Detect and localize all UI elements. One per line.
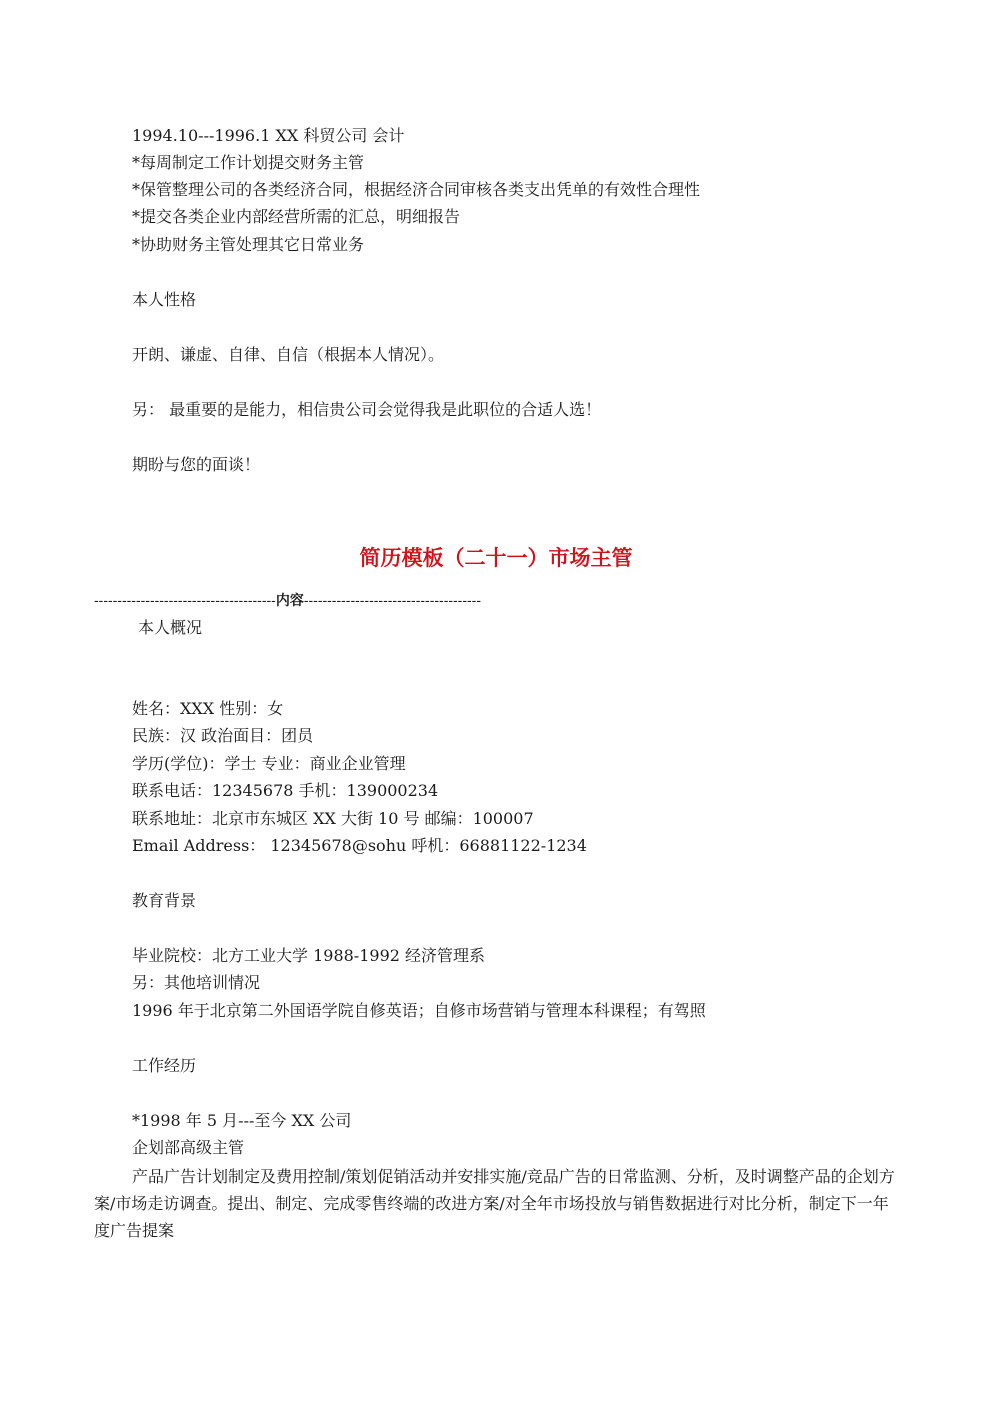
duty-item: *保管整理公司的各类经济合同，根据经济合同审核各类支出凭单的有效性合理性 <box>132 180 701 199</box>
info-line: 姓名：XXX 性别：女 <box>132 699 284 718</box>
education-line: 毕业院校：北方工业大学 1988-1992 经济管理系 <box>132 946 486 965</box>
duty-item: *提交各类企业内部经营所需的汇总，明细报告 <box>132 207 461 226</box>
info-line: 联系地址：北京市东城区 XX 大街 10 号 邮编：100007 <box>132 809 534 828</box>
personality-text: 开朗、谦虚、自律、自信（根据本人情况）。 <box>132 345 445 364</box>
info-line: 学历(学位)：学士 专业：商业企业管理 <box>132 754 406 773</box>
education-line: 另：其他培训情况 <box>132 973 261 992</box>
divider-label: 内容 <box>275 592 304 608</box>
info-line: 联系电话：12345678 手机：139000234 <box>132 781 439 800</box>
work-position: 企划部高级主管 <box>132 1138 245 1157</box>
work-period: *1998 年 5 月---至今 XX 公司 <box>132 1111 352 1130</box>
education-heading: 教育背景 <box>132 891 197 910</box>
work-description: 产品广告计划制定及费用控制/策划促销活动并安排实施/竞品广告的日常监测、分析，及时调整产品的企划方案/市场走访调查。提出、制定、完成零售终端的改进方案/对全年市场投放与销售数据进行对比分析，制定下一年度广告提案 <box>94 1167 895 1240</box>
education-line: 1996 年于北京第二外国语学院自修英语；自修市场营销与管理本科课程；有驾照 <box>132 1001 706 1020</box>
overview-heading: 本人概况 <box>138 618 203 637</box>
duty-item: *协助财务主管处理其它日常业务 <box>132 235 365 254</box>
job-header: 1994.10---1996.1 XX 科贸公司 会计 <box>132 126 405 145</box>
work-heading: 工作经历 <box>132 1056 197 1075</box>
info-line: 民族：汉 政治面目：团员 <box>132 726 314 745</box>
info-line: Email Address： 12345678@sohu 呼机：66881122-1234 <box>132 836 587 855</box>
content-divider <box>94 590 481 610</box>
divider-dashes-right: -------------------------------------- <box>303 592 481 608</box>
personality-heading: 本人性格 <box>132 290 197 309</box>
note-text: 另： 最重要的是能力，相信贵公司会觉得我是此职位的合适人选！ <box>132 400 602 419</box>
section-title: 简历模板（二十一）市场主管 <box>359 546 633 570</box>
closing-text: 期盼与您的面谈！ <box>132 455 261 474</box>
duty-item: *每周制定工作计划提交财务主管 <box>132 153 365 172</box>
divider-dashes-left: --------------------------------------- <box>94 592 276 608</box>
